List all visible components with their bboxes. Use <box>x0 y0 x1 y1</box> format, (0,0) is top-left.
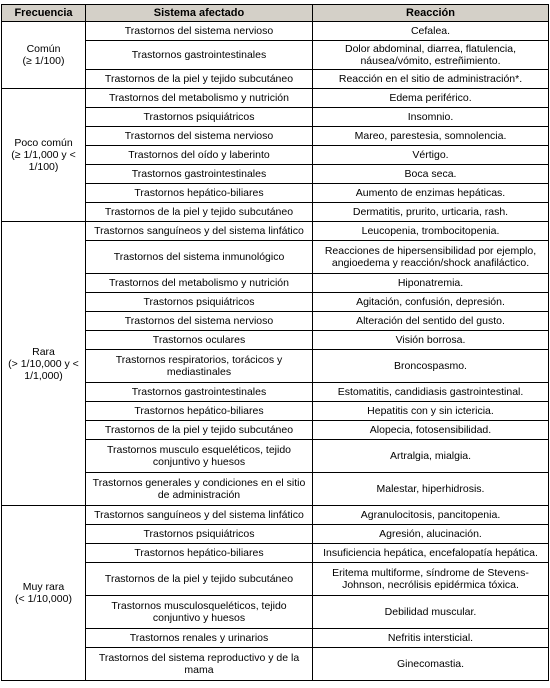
system-cell: Trastornos sanguíneos y del sistema linfático <box>86 222 313 241</box>
frequency-line: (≥ 1/1,000 y < <box>11 149 76 161</box>
system-cell: Trastornos del oído y laberinto <box>86 146 313 165</box>
reaction-cell: Reacción en el sitio de administración*. <box>313 70 549 89</box>
system-cell: Trastornos del metabolismo y nutrición <box>86 274 313 293</box>
frequency-cell <box>2 22 86 89</box>
header-reaccion: Reacción <box>313 5 549 22</box>
system-cell: Trastornos de la piel y tejido subcutáneo <box>86 563 313 596</box>
table-row <box>2 506 549 525</box>
reaction-cell: Estomatitis, candidiasis gastrointestinal. <box>313 383 549 402</box>
system-cell: Trastornos gastrointestinales <box>86 41 313 70</box>
system-cell: Trastornos gastrointestinales <box>86 165 313 184</box>
header-row <box>2 5 549 22</box>
system-cell: Trastornos renales y urinarios <box>86 629 313 648</box>
reaction-cell: Aumento de enzimas hepáticas. <box>313 184 549 203</box>
reaction-cell: Debilidad muscular. <box>313 596 549 629</box>
reaction-cell: Mareo, parestesia, somnolencia. <box>313 127 549 146</box>
reaction-cell: Reacciones de hipersensibilidad por ejemplo, angioedema y reacción/shock anafiláctico. <box>313 241 549 274</box>
system-cell: Trastornos del sistema reproductivo y de la mama <box>86 648 313 681</box>
frequency-cell <box>2 89 86 222</box>
reaction-cell: Visión borrosa. <box>313 331 549 350</box>
reaction-cell: Boca seca. <box>313 165 549 184</box>
table-row <box>2 22 549 41</box>
system-cell: Trastornos psiquiátricos <box>86 108 313 127</box>
reaction-cell: Agranulocitosis, pancitopenia. <box>313 506 549 525</box>
header-frecuencia: Frecuencia <box>2 5 86 22</box>
frequency-line: Rara <box>32 345 55 358</box>
reaction-cell: Insuficiencia hepática, encefalopatía hepática. <box>313 544 549 563</box>
frequency-line: (> 1/10,000 y < <box>8 357 79 370</box>
header-sistema: Sistema afectado <box>86 5 313 22</box>
reaction-cell: Dolor abdominal, diarrea, flatulencia, náusea/vómito, estreñimiento. <box>313 41 549 70</box>
reaction-cell: Agresión, alucinación. <box>313 525 549 544</box>
frequency-line: 1/1,000) <box>24 369 63 382</box>
system-cell: Trastornos del metabolismo y nutrición <box>86 89 313 108</box>
system-cell: Trastornos oculares <box>86 331 313 350</box>
system-cell: Trastornos musculo esqueléticos, tejido conjuntivo y huesos <box>86 440 313 473</box>
system-cell: Trastornos psiquiátricos <box>86 293 313 312</box>
adverse-reactions-table <box>1 4 549 681</box>
reaction-cell: Hepatitis con y sin ictericia. <box>313 402 549 421</box>
system-cell: Trastornos sanguíneos y del sistema linfático <box>86 506 313 525</box>
table-row <box>2 222 549 241</box>
system-cell: Trastornos de la piel y tejido subcutáneo <box>86 203 313 222</box>
reaction-cell: Artralgia, mialgia. <box>313 440 549 473</box>
system-cell: Trastornos psiquiátricos <box>86 525 313 544</box>
reaction-cell: Eritema multiforme, síndrome de Stevens-Johnson, necrólisis epidérmica tóxica. <box>313 563 549 596</box>
system-cell: Trastornos respiratorios, torácicos y mediastinales <box>86 350 313 383</box>
reaction-cell: Malestar, hiperhidrosis. <box>313 473 549 506</box>
reaction-cell: Insomnio. <box>313 108 549 127</box>
reaction-cell: Edema periférico. <box>313 89 549 108</box>
frequency-line: 1/100) <box>28 161 59 173</box>
table-row <box>2 89 549 108</box>
frequency-line: Muy rara <box>22 581 65 593</box>
reaction-cell: Leucopenia, trombocitopenia. <box>313 222 549 241</box>
system-cell: Trastornos hepático-biliares <box>86 402 313 421</box>
system-cell: Trastornos musculosqueléticos, tejido conjuntivo y huesos <box>86 596 313 629</box>
system-cell: Trastornos de la piel y tejido subcutáneo <box>86 421 313 440</box>
reaction-cell: Broncospasmo. <box>313 350 549 383</box>
reaction-cell: Alopecia, fotosensibilidad. <box>313 421 549 440</box>
system-cell: Trastornos de la piel y tejido subcutáneo <box>86 70 313 89</box>
system-cell: Trastornos hepático-biliares <box>86 544 313 563</box>
system-cell: Trastornos del sistema nervioso <box>86 312 313 331</box>
system-cell: Trastornos generales y condiciones en el sitio de administración <box>86 473 313 506</box>
reaction-cell: Agitación, confusión, depresión. <box>313 293 549 312</box>
reaction-cell: Nefritis intersticial. <box>313 629 549 648</box>
reaction-cell: Dermatitis, prurito, urticaria, rash. <box>313 203 549 222</box>
reaction-cell: Ginecomastia. <box>313 648 549 681</box>
reaction-cell: Alteración del sentido del gusto. <box>313 312 549 331</box>
system-cell: Trastornos del sistema nervioso <box>86 127 313 146</box>
reaction-cell: Hiponatremia. <box>313 274 549 293</box>
table-body <box>2 22 549 681</box>
frequency-line: Poco común <box>14 137 73 149</box>
frequency-line: (≥ 1/100) <box>22 55 65 67</box>
system-cell: Trastornos del sistema nervioso <box>86 22 313 41</box>
reaction-cell: Cefalea. <box>313 22 549 41</box>
frequency-cell <box>2 506 86 681</box>
system-cell: Trastornos hepático-biliares <box>86 184 313 203</box>
reaction-cell: Vértigo. <box>313 146 549 165</box>
system-cell: Trastornos gastrointestinales <box>86 383 313 402</box>
frequency-line: Común <box>26 43 61 55</box>
frequency-line: (< 1/10,000) <box>15 593 72 605</box>
frequency-cell <box>2 222 86 506</box>
system-cell: Trastornos del sistema inmunológico <box>86 241 313 274</box>
